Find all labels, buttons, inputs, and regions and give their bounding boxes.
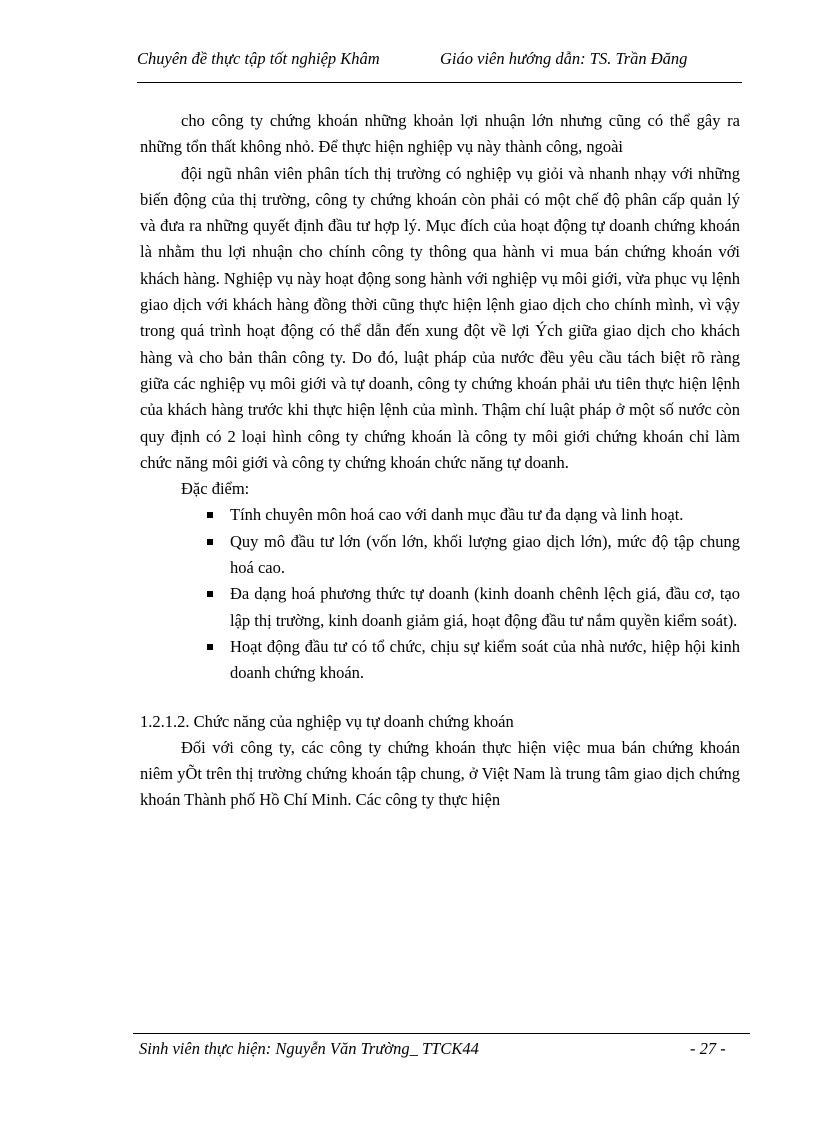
footer-divider: [133, 1033, 750, 1034]
section-title: 1.2.1.2. Chức năng của nghiệp vụ tự doanh chứng khoán: [140, 711, 514, 731]
header-divider: [137, 82, 742, 83]
list-item-text: Hoạt động đầu tư có tổ chức, chịu sự kiểm soát của nhà nước, hiệp hội kinh doanh chứng khoán.: [230, 636, 740, 683]
list-item: [230, 502, 740, 528]
header-right-text: Giáo viên hướng dẫn: TS. Trần Đăng: [440, 49, 688, 68]
footer-author: Sinh viên thực hiện: Nguyễn Văn Trường_ TTCK44: [139, 1039, 479, 1058]
square-bullet-icon: [207, 591, 213, 597]
list-item: [230, 581, 740, 634]
page-number: - 27 -: [690, 1039, 726, 1058]
features-heading: Đặc điểm:: [181, 479, 250, 499]
list-item-text: Quy mô đầu tư lớn (vốn lớn, khối lượng giao dịch lớn), mức độ tập chung hoá cao.: [230, 531, 740, 578]
paragraph-3: Đối với công ty, các công ty chứng khoán thực hiện việc mua bán chứng khoán niêm yÕt trên thị trường chứng khoán tập chung, ở Việt Nam là trung tâm giao dịch chứng khoán Thành phố Hồ Chí Minh. Các công ty thực hiện: [140, 737, 740, 810]
page-content: [140, 108, 740, 814]
list-item-text: Tính chuyên môn hoá cao với danh mục đầu tư đa dạng và linh hoạt.: [230, 505, 684, 525]
header-left-text: Chuyên đề thực tập tốt nghiệp Khâm: [137, 49, 380, 68]
paragraph-1: cho công ty chứng khoán những khoản lợi nhuận lớn nhưng cũng có thể gây ra những tổn thất không nhỏ. Để thực hiện nghiệp vụ này thành công, ngoài: [140, 111, 740, 157]
list-item-text: Đa dạng hoá phương thức tự doanh (kinh doanh chênh lệch giá, đầu cơ, tạo lập thị trường, kinh doanh giảm giá, hoạt động đầu tư nắm quyền kiểm soát).: [230, 584, 740, 630]
features-list: [140, 502, 740, 686]
list-item: [230, 529, 740, 582]
list-item: [230, 634, 740, 687]
square-bullet-icon: [207, 644, 213, 650]
square-bullet-icon: [207, 512, 213, 518]
paragraph-2: đội ngũ nhân viên phân tích thị trường có nghiệp vụ giỏi và nhanh nhạy với những biến động của thị trường, công ty chứng khoán còn phải có một chế độ phân cấp quản lý và đưa ra những quyết định đầu tư hợp lý. Mục đích của hoạt động tự doanh chứng khoán là nhằm thu lợi nhuận cho chính công ty thông qua hành vi mua bán chứng khoán với khách hàng. Nghiệp vụ này hoạt động song hành với nghiệp vụ môi giới, vừa phục vụ lệnh giao dịch với khách hàng đồng thời cũng thực hiện lệnh giao dịch cho chính mình, vì vậy trong quá trình hoạt động có thể dẫn đến xung đột về lợi Ých giữa giao dịch cho khách hàng và cho bản thân công ty. Do đó, luật pháp của nước đều yêu cầu tách biệt rõ ràng giữa các nghiệp vụ môi giới và tự doanh, công ty chứng khoán phải ưu tiên thực hiện lệnh của khách hàng trước khi thực hiện lệnh của mình. Thậm chí luật pháp ở một số nước còn quy định có 2 loại hình công ty chứng khoán là công ty môi giới chứng khoán chỉ làm chức năng môi giới và công ty chứng khoán chức năng tự doanh.: [140, 163, 740, 472]
square-bullet-icon: [207, 539, 213, 545]
